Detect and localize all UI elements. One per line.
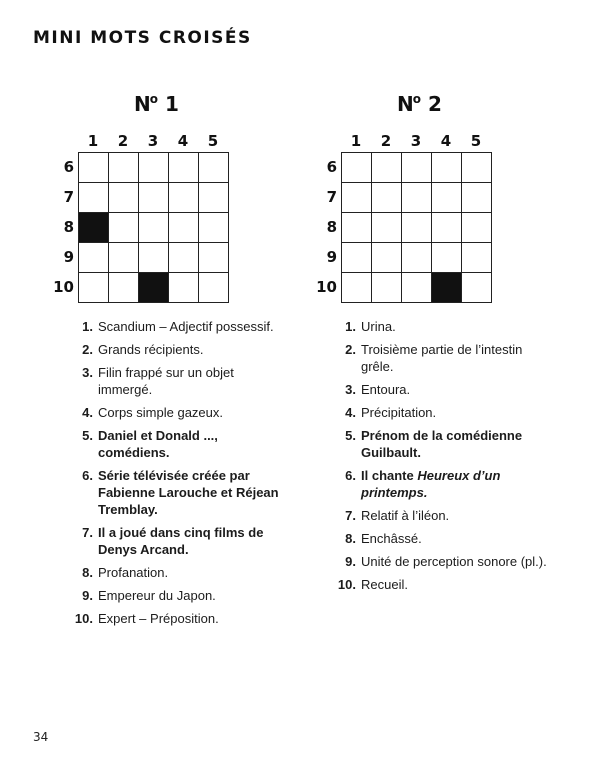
clue-number: 1. bbox=[82, 319, 93, 334]
page-title: MINI MOTS CROISÉS bbox=[33, 28, 252, 48]
puzzle-title bbox=[134, 92, 179, 116]
column-number: 1 bbox=[350, 132, 362, 150]
clue-text-main: Recueil. bbox=[361, 577, 408, 592]
clue-number: 1. bbox=[345, 319, 356, 334]
clue-item bbox=[74, 318, 289, 335]
column-number: 5 bbox=[207, 132, 219, 150]
page-number: 34 bbox=[33, 730, 49, 744]
grid-cell[interactable] bbox=[169, 243, 199, 273]
clue-item bbox=[74, 404, 289, 421]
clue-text-main: Prénom de la comédienne Guilbault. bbox=[361, 428, 523, 460]
black-cell bbox=[432, 273, 462, 303]
clue-number: 5. bbox=[82, 428, 93, 443]
puzzle-title-sup: o bbox=[412, 92, 421, 106]
clue-item bbox=[74, 467, 289, 518]
clue-text-main: Il a joué dans cinq films de Denys Arcand. bbox=[98, 525, 264, 557]
clue-text bbox=[361, 404, 436, 421]
column-number: 2 bbox=[380, 132, 392, 150]
clue-number: 6. bbox=[345, 468, 356, 483]
puzzle-title-number: 2 bbox=[427, 92, 442, 116]
grid-cell[interactable] bbox=[462, 153, 492, 183]
clue-number: 4. bbox=[345, 405, 356, 420]
clue-number: 4. bbox=[82, 405, 93, 420]
grid-cell[interactable] bbox=[169, 273, 199, 303]
clue-text-main: Grands récipients. bbox=[98, 342, 204, 357]
row-numbers bbox=[50, 152, 74, 302]
clue-number: 2. bbox=[345, 342, 356, 357]
clue-text bbox=[98, 610, 219, 627]
clue-item bbox=[337, 553, 552, 570]
grid-cell[interactable] bbox=[372, 153, 402, 183]
grid-cell[interactable] bbox=[432, 243, 462, 273]
row-number: 6 bbox=[63, 158, 74, 176]
grid-cell[interactable] bbox=[462, 243, 492, 273]
puzzle-title-number: 1 bbox=[164, 92, 179, 116]
clue-text-main: Relatif à l’iléon. bbox=[361, 508, 450, 523]
clue-list bbox=[74, 318, 289, 633]
clue-list bbox=[337, 318, 552, 599]
clue-item bbox=[74, 524, 289, 558]
row-number: 8 bbox=[63, 218, 74, 236]
grid-cell[interactable] bbox=[462, 213, 492, 243]
row-number: 6 bbox=[326, 158, 337, 176]
grid-cell[interactable] bbox=[109, 273, 139, 303]
clue-item bbox=[337, 318, 552, 335]
column-number: 3 bbox=[147, 132, 159, 150]
clue-text bbox=[361, 341, 552, 375]
row-number: 7 bbox=[326, 188, 337, 206]
puzzle-title-no: N bbox=[134, 92, 151, 116]
clue-item bbox=[74, 587, 289, 604]
clue-text-main: Corps simple gazeux. bbox=[98, 405, 223, 420]
clue-text-main: Expert – Préposition. bbox=[98, 611, 219, 626]
clue-item bbox=[337, 341, 552, 375]
clue-text-main: Empereur du Japon. bbox=[98, 588, 216, 603]
black-cell bbox=[79, 213, 109, 243]
clue-text bbox=[361, 530, 422, 547]
grid-cell[interactable] bbox=[139, 183, 169, 213]
row-number: 8 bbox=[326, 218, 337, 236]
grid-cell[interactable] bbox=[342, 183, 372, 213]
grid-cell[interactable] bbox=[199, 183, 229, 213]
grid-cell[interactable] bbox=[372, 213, 402, 243]
grid-cell[interactable] bbox=[402, 243, 432, 273]
clue-text bbox=[361, 318, 396, 335]
column-numbers bbox=[341, 132, 491, 150]
clue-text bbox=[98, 587, 216, 604]
grid-cell[interactable] bbox=[199, 273, 229, 303]
grid-cell[interactable] bbox=[402, 273, 432, 303]
grid-cell[interactable] bbox=[462, 273, 492, 303]
grid-cell[interactable] bbox=[432, 183, 462, 213]
clue-number: 7. bbox=[345, 508, 356, 523]
column-number: 3 bbox=[410, 132, 422, 150]
clue-number: 10. bbox=[337, 577, 356, 592]
black-cell bbox=[139, 273, 169, 303]
grid-cell[interactable] bbox=[79, 183, 109, 213]
grid-cell[interactable] bbox=[109, 153, 139, 183]
clue-item bbox=[74, 610, 289, 627]
clue-text-main: Urina. bbox=[361, 319, 396, 334]
clue-item bbox=[74, 364, 289, 398]
clue-text-main: Daniel et Donald ..., comédiens. bbox=[98, 428, 218, 460]
puzzle-title bbox=[397, 92, 442, 116]
clue-text-main: Profanation. bbox=[98, 565, 169, 580]
row-number: 9 bbox=[326, 248, 337, 266]
column-number: 4 bbox=[177, 132, 189, 150]
clue-text-main: Unité de perception sonore (pl.). bbox=[361, 554, 547, 569]
clue-number: 9. bbox=[345, 554, 356, 569]
grid-cell[interactable] bbox=[79, 153, 109, 183]
clue-number: 6. bbox=[82, 468, 93, 483]
grid-cell[interactable] bbox=[169, 153, 199, 183]
grid-cell[interactable] bbox=[342, 213, 372, 243]
clue-text-main: Entoura. bbox=[361, 382, 411, 397]
grid-cell[interactable] bbox=[79, 243, 109, 273]
clue-text bbox=[361, 507, 449, 524]
clue-item bbox=[337, 507, 552, 524]
grid-cell[interactable] bbox=[342, 153, 372, 183]
grid-cell[interactable] bbox=[432, 153, 462, 183]
grid-cell[interactable] bbox=[109, 243, 139, 273]
clue-item bbox=[337, 576, 552, 593]
clue-item bbox=[337, 381, 552, 398]
row-number: 10 bbox=[53, 278, 74, 296]
clue-item bbox=[337, 530, 552, 547]
clue-text bbox=[98, 564, 168, 581]
clue-item bbox=[337, 467, 552, 501]
clue-text-main: Série télévisée créée par Fabienne Larouche et Réjean Tremblay. bbox=[98, 468, 279, 517]
clue-number: 3. bbox=[82, 365, 93, 380]
row-number: 10 bbox=[316, 278, 337, 296]
grid-cell[interactable] bbox=[432, 213, 462, 243]
clue-text-main: Précipitation. bbox=[361, 405, 437, 420]
grid-cell[interactable] bbox=[402, 213, 432, 243]
clue-text bbox=[98, 524, 289, 558]
clue-text-main: Enchâssé. bbox=[361, 531, 422, 546]
clue-text bbox=[361, 381, 410, 398]
clue-text-italic: Heureux d’un printemps. bbox=[361, 468, 501, 500]
column-number: 1 bbox=[87, 132, 99, 150]
column-number: 4 bbox=[440, 132, 452, 150]
clue-number: 10. bbox=[74, 611, 93, 626]
grid-cell[interactable] bbox=[139, 153, 169, 183]
puzzle-title-sup: o bbox=[149, 92, 158, 106]
grid-cell[interactable] bbox=[199, 243, 229, 273]
grid-cell[interactable] bbox=[139, 213, 169, 243]
clue-text bbox=[98, 427, 289, 461]
clue-text bbox=[98, 364, 289, 398]
grid-cell[interactable] bbox=[199, 153, 229, 183]
clue-text bbox=[98, 404, 223, 421]
grid-cell[interactable] bbox=[342, 273, 372, 303]
row-number: 9 bbox=[63, 248, 74, 266]
column-numbers bbox=[78, 132, 228, 150]
row-numbers bbox=[313, 152, 337, 302]
clue-item bbox=[74, 564, 289, 581]
clue-number: 2. bbox=[82, 342, 93, 357]
grid-cell[interactable] bbox=[402, 183, 432, 213]
grid-cell[interactable] bbox=[199, 213, 229, 243]
clue-text bbox=[361, 576, 408, 593]
clue-item bbox=[337, 427, 552, 461]
clue-text-main: Scandium – Adjectif possessif. bbox=[98, 319, 274, 334]
clue-text bbox=[361, 553, 547, 570]
clue-text-main: Il chante bbox=[361, 468, 418, 483]
clue-text bbox=[98, 467, 289, 518]
clue-text bbox=[98, 318, 274, 335]
grid-cell[interactable] bbox=[462, 183, 492, 213]
clue-number: 8. bbox=[82, 565, 93, 580]
clue-item bbox=[74, 341, 289, 358]
row-number: 7 bbox=[63, 188, 74, 206]
grid-cell[interactable] bbox=[372, 273, 402, 303]
clue-number: 9. bbox=[82, 588, 93, 603]
grid-cell[interactable] bbox=[139, 243, 169, 273]
clue-text bbox=[361, 467, 552, 501]
clue-text-main: Troisième partie de l’intestin grêle. bbox=[361, 342, 523, 374]
clue-text bbox=[361, 427, 552, 461]
clue-number: 5. bbox=[345, 428, 356, 443]
column-number: 2 bbox=[117, 132, 129, 150]
grid-cell[interactable] bbox=[79, 273, 109, 303]
clue-text-main: Filin frappé sur un objet immergé. bbox=[98, 365, 234, 397]
grid-cell[interactable] bbox=[342, 243, 372, 273]
clue-item bbox=[74, 427, 289, 461]
clue-number: 3. bbox=[345, 382, 356, 397]
clue-text bbox=[98, 341, 204, 358]
puzzle-title-no: N bbox=[397, 92, 414, 116]
grid-cell[interactable] bbox=[402, 153, 432, 183]
clue-number: 8. bbox=[345, 531, 356, 546]
grid-cell[interactable] bbox=[109, 213, 139, 243]
column-number: 5 bbox=[470, 132, 482, 150]
grid-cell[interactable] bbox=[372, 183, 402, 213]
grid-cell[interactable] bbox=[372, 243, 402, 273]
crossword-grid bbox=[341, 152, 492, 303]
grid-cell[interactable] bbox=[169, 213, 199, 243]
clue-item bbox=[337, 404, 552, 421]
clue-number: 7. bbox=[82, 525, 93, 540]
crossword-grid bbox=[78, 152, 229, 303]
grid-cell[interactable] bbox=[169, 183, 199, 213]
grid-cell[interactable] bbox=[109, 183, 139, 213]
